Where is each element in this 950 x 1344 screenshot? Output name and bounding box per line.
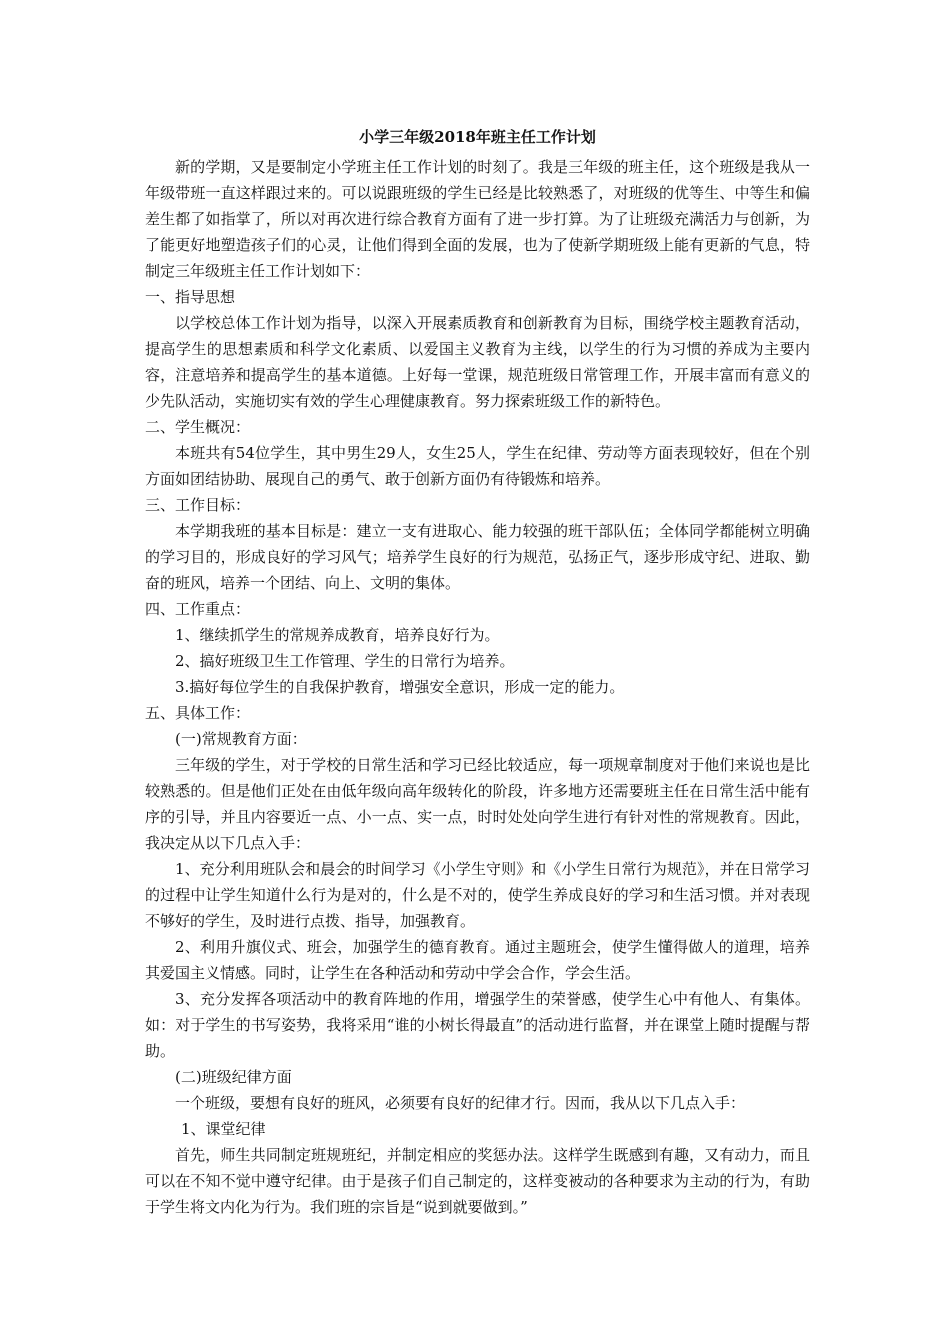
subsection-heading-class-discipline: (二)班级纪律方面 — [175, 1068, 292, 1086]
guiding-ideology-paragraph: 以学校总体工作计划为指导，以深入开展素质教育和创新教育为目标，围绕学校主题教育活动，提高学生的思想素质和科学文化素质、以爱国主义教育为主线，以学生的行为习惯的养成为主要内容，注意培养和提高学生的基本道德。上好每一堂课，规范班级日常管理工作，开展丰富而有意义的少先队活动，实施切实有效的学生心理健康教育。努力探索班级工作的新特色。 — [145, 314, 810, 410]
section-heading-specific-work: 五、具体工作： — [145, 704, 251, 722]
intro-paragraph: 新的学期，又是要制定小学班主任工作计划的时刻了。我是三年级的班主任，这个班级是我从一年级带班一直这样跟过来的。可以说跟班级的学生已经是比较熟悉了，对班级的优等生、中等生和偏差生都了如指掌了，所以对再次进行综合教育方面有了进一步打算。为了让班级充满活力与创新，为了能更好地塑造孩子们的心灵，让他们得到全面的发展，也为了使新学期班级上能有更新的气息，特制定三年级班主任工作计划如下： — [145, 158, 810, 280]
document-page — [145, 124, 810, 1220]
routine-education-item: 1、充分利用班队会和晨会的时间学习《小学生守则》和《小学生日常行为规范》，并在日常学习的过程中让学生知道什么行为是对的，什么是不对的，使学生养成良好的学习和生活习惯。并对表现不够好的学生，及时进行点拨、指导，加强教育。 — [145, 860, 810, 930]
subsection-heading-routine-education: (一)常规教育方面： — [175, 730, 307, 748]
routine-education-item: 2、利用升旗仪式、班会，加强学生的德育教育。通过主题班会，使学生懂得做人的道理，培养其爱国主义情感。同时，让学生在各种活动和劳动中学会合作，学会生活。 — [145, 938, 810, 982]
section-heading-student-overview: 二、学生概况： — [145, 418, 251, 436]
section-heading-guiding-ideology: 一、指导思想 — [145, 288, 236, 306]
document-title: 小学三年级2018年班主任工作计划 — [359, 128, 596, 146]
classroom-discipline-paragraph: 首先，师生共同制定班规班纪，并制定相应的奖惩办法。这样学生既感到有趣，又有动力，而且可以在不知不觉中遵守纪律。由于是孩子们自己制定的，这样变被动的各种要求为主动的行为，有助于学生将文内化为行为。我们班的宗旨是“说到就要做到。” — [145, 1146, 810, 1216]
section-heading-work-focus: 四、工作重点： — [145, 600, 251, 618]
routine-education-item: 3、充分发挥各项活动中的教育阵地的作用，增强学生的荣誉感，使学生心中有他人、有集体。如：对于学生的书写姿势，我将采用“谁的小树长得最直”的活动进行监督，并在课堂上随时提醒与帮助。 — [145, 990, 810, 1060]
section-heading-work-goals: 三、工作目标： — [145, 496, 251, 514]
classroom-discipline-heading: 1、课堂纪律 — [181, 1120, 266, 1138]
work-focus-item: 2、搞好班级卫生工作管理、学生的日常行为培养。 — [175, 652, 515, 670]
work-focus-item: 1、继续抓学生的常规养成教育，培养良好行为。 — [175, 626, 500, 644]
work-focus-item: 3.搞好每位学生的自我保护教育，增强安全意识，形成一定的能力。 — [175, 678, 625, 696]
work-goals-paragraph: 本学期我班的基本目标是：建立一支有进取心、能力较强的班干部队伍；全体同学都能树立明确的学习目的，形成良好的学习风气；培养学生良好的行为规范，弘扬正气，逐步形成守纪、进取、勤奋的班风，培养一个团结、向上、文明的集体。 — [145, 522, 810, 592]
routine-education-paragraph: 三年级的学生，对于学校的日常生活和学习已经比较适应，每一项规章制度对于他们来说也是比较熟悉的。但是他们正处在由低年级向高年级转化的阶段，许多地方还需要班主任在日常生活中能有序的引导，并且内容要近一点、小一点、实一点，时时处处向学生进行有针对性的常规教育。因此，我决定从以下几点入手： — [145, 756, 810, 852]
student-overview-paragraph: 本班共有54位学生，其中男生29人，女生25人，学生在纪律、劳动等方面表现较好，但在个别方面如团结协助、展现自己的勇气、敢于创新方面仍有待锻炼和培养。 — [145, 444, 810, 488]
class-discipline-paragraph: 一个班级，要想有良好的班风，必须要有良好的纪律才行。因而，我从以下几点入手： — [175, 1094, 746, 1112]
